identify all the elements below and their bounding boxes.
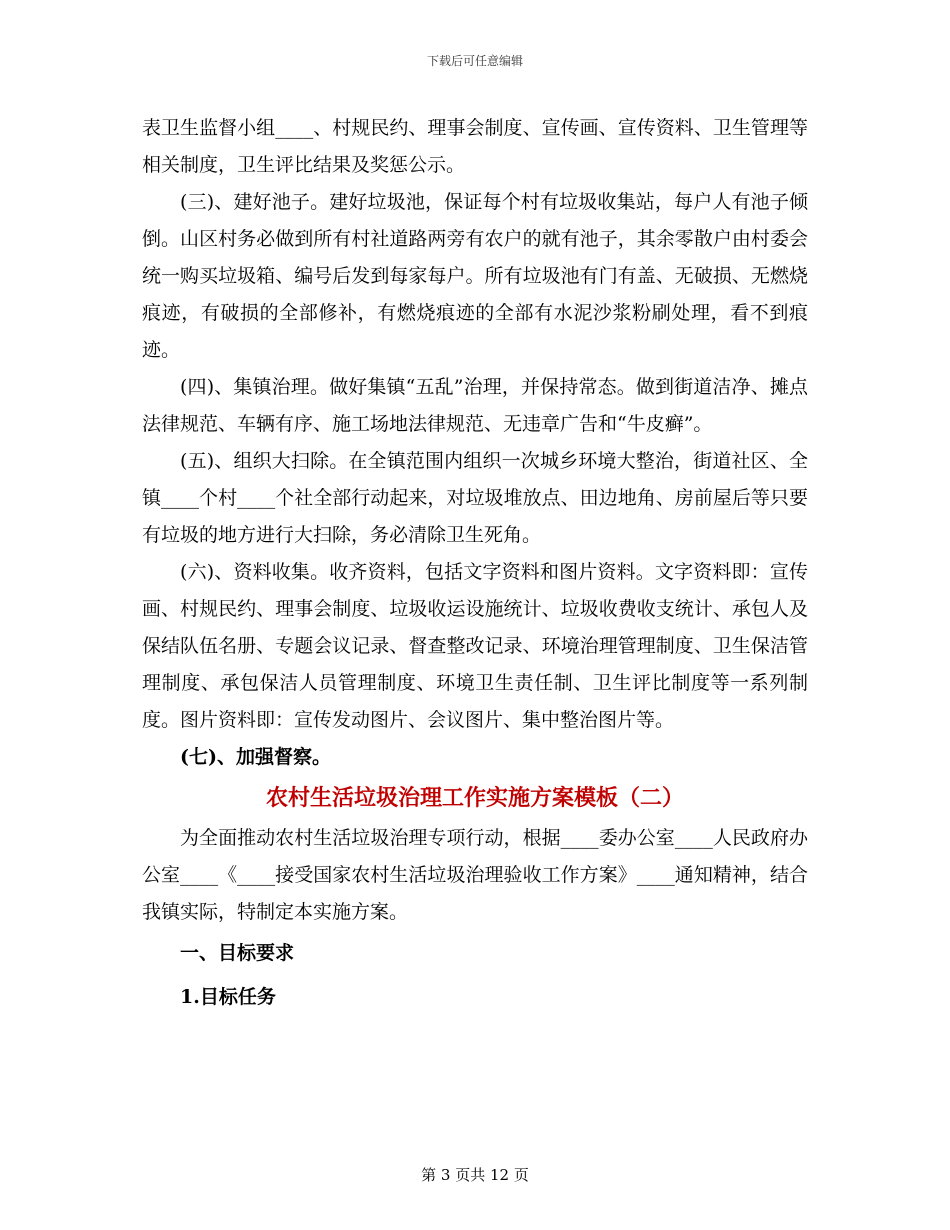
paragraph-supervision: 表卫生监督小组____、村规民约、理事会制度、宣传画、宣传资料、卫生管理等相关制度，卫生评比结果及奖惩公示。 (142, 117, 808, 176)
paragraph-data-collection: (六)、资料收集。收齐资料，包括文字资料和图片资料。文字资料即：宣传画、村规民约、理事会制度、垃圾收运设施统计、垃圾收费收支统计、承包人及保结队伍名册、专题会议记录、督查整改记录、环境治理管理制度、卫生保洁管理制度、承包保洁人员管理制度、环境卫生责任制、卫生评比制度等一系列制度。图片资料即：宣传发动图片、会议图片、集中整治图片等。 (142, 561, 808, 731)
paragraph-intro: 为全面推动农村生活垃圾治理专项行动，根据____委办公室____人民政府办公室____《____接受国家农村生活垃圾治理验收工作方案》____通知精神，结合我镇实际，特制定本实施方案。 (142, 827, 808, 923)
document-body (142, 110, 808, 1019)
section-heading-goals: 一、目标要求 (180, 942, 295, 964)
header-note: 下载后可任意编辑 (426, 54, 523, 68)
paragraph-strengthen-supervision: (七)、加强督察。 (180, 746, 331, 768)
document-title: 农村生活垃圾治理工作实施方案模板（二） (265, 785, 684, 811)
subsection-heading-tasks: 1.目标任务 (180, 986, 276, 1008)
page-number: 第 3 页共 12 页 (421, 1166, 529, 1184)
paragraph-cleanup: (五)、组织大扫除。在全镇范围内组织一次城乡环境大整治，街道社区、全镇____个村____个社全部行动起来，对垃圾堆放点、田边地角、房前屋后等只要有垃圾的地方进行大扫除，务必清除卫生死角。 (142, 450, 808, 546)
paragraph-build-pools: (三)、建好池子。建好垃圾池，保证每个村有垃圾收集站，每户人有池子倾倒。山区村务必做到所有村社道路两旁有农户的就有池子，其余零散户由村委会统一购买垃圾箱、编号后发到每家每户。所有垃圾池有门有盖、无破损、无燃烧痕迹，有破损的全部修补，有燃烧痕迹的全部有水泥沙浆粉刷处理，看不到痕迹。 (142, 191, 808, 361)
paragraph-town-governance: (四)、集镇治理。做好集镇“五乱”治理，并保持常态。做到街道洁净、摊点法律规范、车辆有序、施工场地法律规范、无违章广告和“牛皮癣”。 (142, 376, 808, 435)
